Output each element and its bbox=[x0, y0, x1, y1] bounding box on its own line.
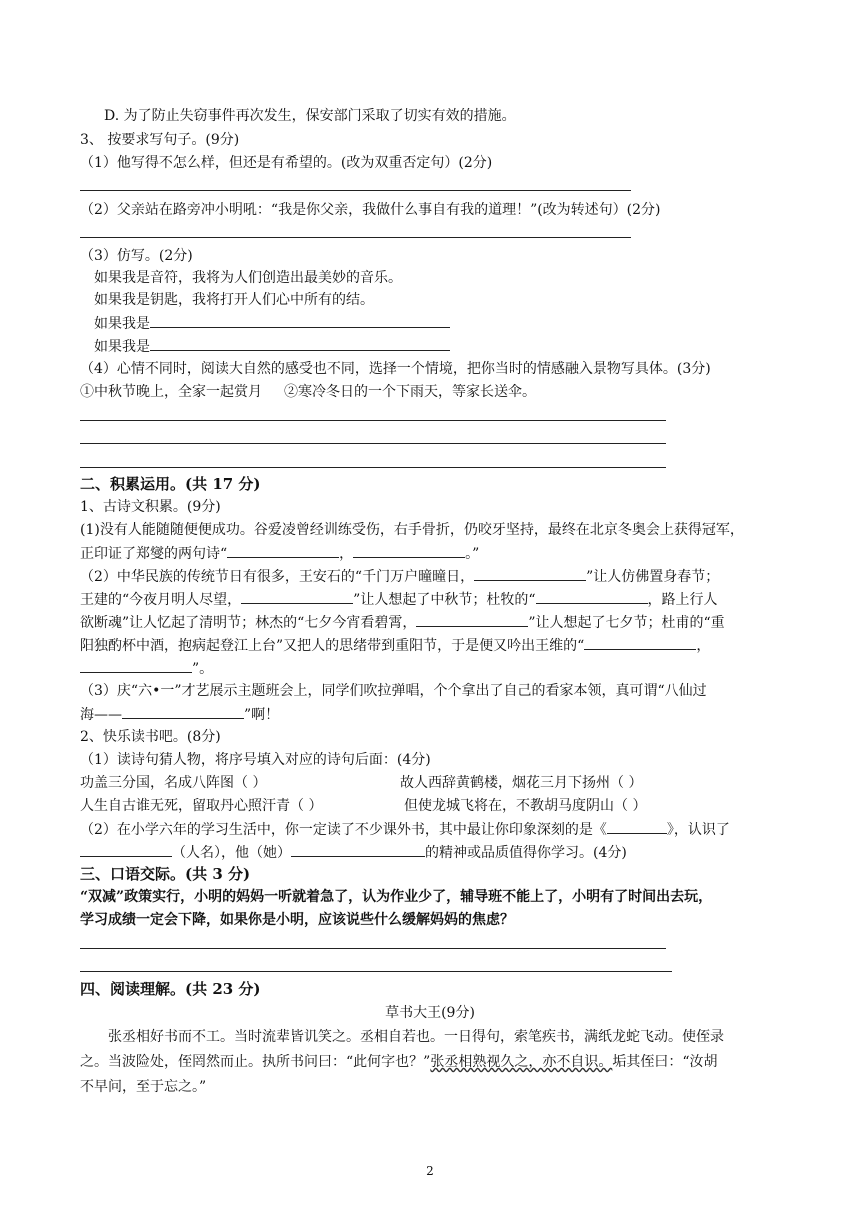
q1-1-suffix: 。” bbox=[465, 546, 480, 562]
answer-line[interactable] bbox=[80, 971, 672, 972]
scenario-options bbox=[80, 382, 536, 402]
q1-2c-prefix: 欲断魂”让人忆起了清明节；林杰的“七夕今宵看碧霄， bbox=[80, 615, 417, 631]
section-3-title: 三、口语交际。(共 3 分) bbox=[80, 865, 251, 883]
q3-sub4: （4）心情不同时，阅读大自然的感受也不同，选择一个情境，把你当时的情感融入景物写具体。(3分) bbox=[80, 361, 711, 377]
q1-2d-suffix: ， bbox=[696, 638, 711, 654]
passage-title: 草书大王(9分) bbox=[385, 1005, 475, 1021]
poem-item-4[interactable]: 但使龙城飞将在，不教胡马度阴山（ ） bbox=[404, 798, 647, 814]
passage-line3: 不早问，至于忘之。” bbox=[80, 1079, 207, 1095]
poem-item-2[interactable]: 故人西辞黄鹤楼，烟花三月下扬州（ ） bbox=[400, 775, 643, 791]
poem-blank[interactable] bbox=[416, 612, 528, 627]
imitation-2-blank[interactable] bbox=[150, 336, 450, 351]
page-number: 2 bbox=[426, 1164, 434, 1178]
q2-1: （1）读诗句猜人物，将序号填入对应的诗句后面：(4分) bbox=[80, 752, 431, 768]
q1-2a-suffix: ”让人仿佛置身春节； bbox=[586, 569, 720, 585]
q2-2-line1 bbox=[80, 819, 730, 840]
answer-line[interactable] bbox=[80, 443, 666, 444]
scenario-1: ①中秋节晚上，全家一起赏月 bbox=[80, 384, 262, 400]
q1-title: 1、古诗文积累。(9分) bbox=[80, 499, 221, 515]
q1-1-line2 bbox=[80, 543, 479, 564]
q2-2b-suffix: 的精神或品质值得你学习。(4分) bbox=[425, 845, 627, 861]
poem-item-3[interactable]: 人生自古谁无死，留取丹心照汗青（ ） bbox=[80, 798, 323, 814]
imitation-1 bbox=[94, 313, 450, 334]
book-title-blank[interactable] bbox=[607, 819, 667, 834]
q1-2c-suffix: ”让人想起了七夕节；杜甫的“重 bbox=[528, 615, 725, 631]
example-2: 如果我是钥匙，我将打开人们心中所有的结。 bbox=[94, 292, 374, 308]
answer-line[interactable] bbox=[80, 190, 631, 191]
poem-blank[interactable] bbox=[474, 566, 586, 581]
imitation-1-blank[interactable] bbox=[150, 313, 450, 328]
q1-2-line2 bbox=[80, 589, 718, 610]
q1-2e-suffix: ”。 bbox=[192, 661, 214, 677]
answer-line[interactable] bbox=[80, 237, 631, 238]
scenario-2: ②寒冷冬日的一个下雨天，等家长送伞。 bbox=[284, 384, 536, 400]
passage-line2 bbox=[80, 1052, 718, 1072]
q1-2b-suffix: ，路上行人 bbox=[647, 592, 718, 608]
passage-line1: 张丞相好书而不工。当时流辈皆讥笑之。丞相自若也。一日得句，索笔疾书，满纸龙蛇飞动。使侄录 bbox=[108, 1029, 724, 1045]
q1-2-line5 bbox=[80, 658, 213, 679]
q1-2-line4 bbox=[80, 635, 710, 656]
example-1: 如果我是音符，我将为人们创造出最美妙的音乐。 bbox=[94, 270, 402, 286]
poem-item-1[interactable]: 功盖三分国，名成八阵图（ ） bbox=[80, 775, 267, 791]
q1-3-line1: （3）庆“六•一”才艺展示主题班会上，同学们吹拉弹唱，个个拿出了自己的看家本领，真可谓“八仙过 bbox=[80, 683, 707, 699]
q1-1-prefix: 正印证了郑燮的两句诗“ bbox=[80, 546, 228, 562]
passage-line2-suffix: 垢其侄曰：“汝胡 bbox=[612, 1054, 718, 1070]
passage-line2-prefix: 之。当波险处，侄罔然而止。执所书问曰：“此何字也？” bbox=[80, 1054, 431, 1070]
q2-title: 2、快乐读书吧。(8分) bbox=[80, 729, 221, 745]
poem-blank[interactable] bbox=[353, 543, 465, 558]
sec3-line1: “双减”政策实行，小明的妈妈一听就着急了，认为作业少了，辅导班不能上了，小明有了时间出去玩， bbox=[80, 889, 713, 905]
q1-1-line1: (1)没有人能随随便便成功。谷爱凌曾经训练受伤，右手骨折，仍咬牙坚持，最终在北京冬奥会上获得冠军， bbox=[80, 522, 744, 538]
q2-2-prefix: （2）在小学六年的学习生活中，你一定读了不少课外书，其中最让你印象深刻的是《 bbox=[80, 822, 607, 838]
poem-blank[interactable] bbox=[536, 589, 648, 604]
answer-line[interactable] bbox=[80, 467, 666, 468]
q1-2d-prefix: 阳独酌杯中酒，抱病起登江上台”又把人的思绪带到重阳节，于是便又吟出王维的“ bbox=[80, 638, 585, 654]
underlined-sentence: 张丞相熟视久之，亦不自识。 bbox=[430, 1054, 613, 1070]
poem-blank[interactable] bbox=[241, 589, 353, 604]
section-2-title: 二、积累运用。(共 17 分) bbox=[80, 475, 261, 493]
q3-sub3: （3）仿写。(2分) bbox=[80, 248, 193, 264]
quality-blank[interactable] bbox=[291, 842, 425, 857]
imitation-1-prefix: 如果我是 bbox=[94, 316, 150, 332]
option-d: D. 为了防止失窃事件再次发生，保安部门采取了切实有效的措施。 bbox=[104, 108, 516, 124]
answer-line[interactable] bbox=[80, 948, 666, 949]
answer-line[interactable] bbox=[80, 420, 666, 421]
idiom-blank[interactable] bbox=[122, 704, 244, 719]
character-name-blank[interactable] bbox=[80, 842, 172, 857]
q3-sub1: （1）他写得不怎么样，但还是有希望的。(改为双重否定句）(2分) bbox=[80, 155, 493, 171]
q1-2a-prefix: （2）中华民族的传统节日有很多，王安石的“千门万户曈曈日， bbox=[80, 569, 475, 585]
q1-3-prefix: 海—— bbox=[80, 707, 122, 723]
q1-2b-prefix: 王建的“今夜月明人尽望， bbox=[80, 592, 242, 608]
imitation-2-prefix: 如果我是 bbox=[94, 339, 150, 355]
q1-2-line3 bbox=[80, 612, 725, 633]
q1-3-suffix: ”啊！ bbox=[244, 707, 280, 723]
comma: ， bbox=[339, 546, 354, 562]
section-4-title: 四、阅读理解。(共 23 分) bbox=[80, 980, 261, 998]
q2-2b-prefix: （人名），他（她） bbox=[172, 845, 291, 861]
q3-title: 3、 按要求写句子。(9分) bbox=[80, 132, 240, 148]
q2-2-mid: 》，认识了 bbox=[666, 822, 730, 838]
q1-3-line2 bbox=[80, 704, 279, 725]
sec3-line2: 学习成绩一定会下降，如果你是小明，应该说些什么缓解妈妈的焦虑？ bbox=[80, 912, 514, 928]
imitation-2 bbox=[94, 336, 450, 357]
poem-blank[interactable] bbox=[227, 543, 339, 558]
poem-blank[interactable] bbox=[80, 658, 192, 673]
q1-2b-mid: ”让人想起了中秋节；杜牧的“ bbox=[353, 592, 536, 608]
q1-2-line1 bbox=[80, 566, 719, 587]
q3-sub2: （2）父亲站在路旁冲小明吼：“我是你父亲，我做什么事自有我的道理！”(改为转述句）(2分) bbox=[80, 202, 661, 218]
q2-2-line2 bbox=[80, 842, 627, 863]
poem-blank[interactable] bbox=[584, 635, 696, 650]
